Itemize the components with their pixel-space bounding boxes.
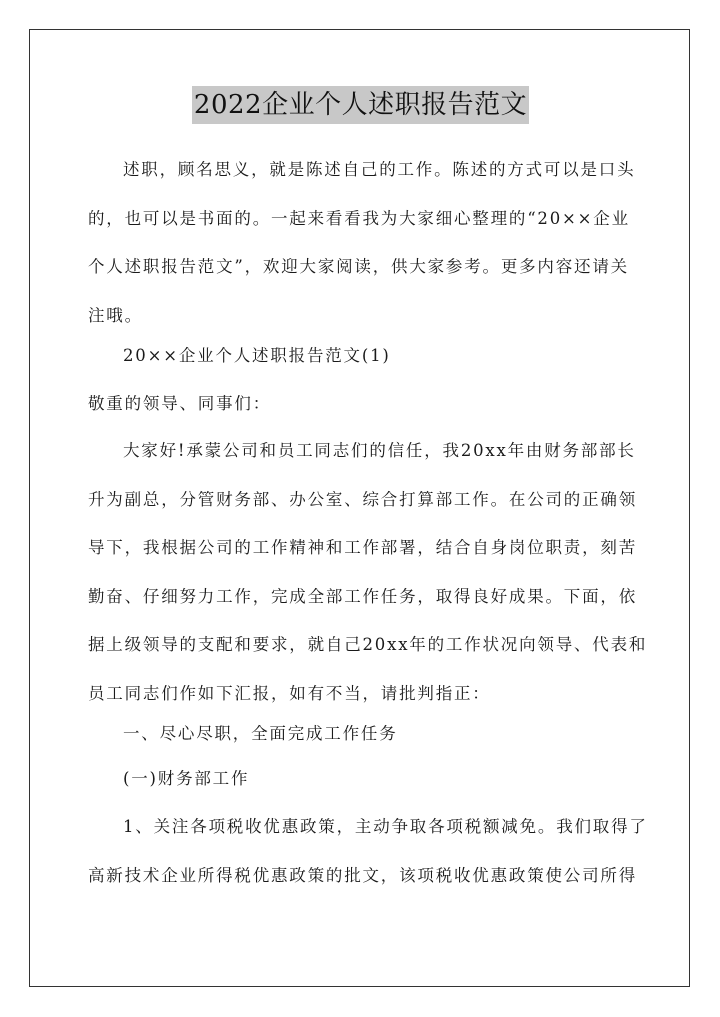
intro-line: 述职，顾名思义，就是陈述自己的工作。陈述的方式可以是口头 <box>123 160 636 179</box>
heading-level-2 <box>88 755 633 804</box>
body-line: 大家好!承蒙公司和员工同志们的信任，我20xx年由财务部部长 <box>123 441 636 460</box>
salutation-text: 敬重的领导、同事们： <box>88 394 271 413</box>
salutation <box>88 380 633 429</box>
intro-line: 注哦。 <box>88 305 143 325</box>
body-line: 员工同志们作如下汇报，如有不当，请批判指正： <box>88 683 491 703</box>
body-paragraph <box>88 427 648 718</box>
intro-paragraph <box>88 146 636 340</box>
item-line: 高新技术企业所得税优惠政策的批文，该项税收优惠政策使公司所得 <box>88 865 637 885</box>
body-line: 勤奋、仔细努力工作，完成全部工作任务，取得良好成果。下面，依 <box>88 586 637 606</box>
heading-level-1-text: 一、尽心尽职，全面完成工作任务 <box>123 724 398 743</box>
section-heading-text: 20××企业个人述职报告范文(1) <box>123 346 391 365</box>
item-paragraph <box>88 803 648 900</box>
section-heading <box>88 332 633 381</box>
body-line: 升为副总，分管财务部、办公室、综合打算部工作。在公司的正确领 <box>88 489 637 509</box>
document-title: 2022企业个人述职报告范文 <box>192 86 529 124</box>
heading-level-1 <box>88 710 633 759</box>
item-line: 1、关注各项税收优惠政策，主动争取各项税额减免。我们取得了 <box>123 817 648 836</box>
body-line: 据上级领导的支配和要求，就自己20xx年的工作状况向领导、代表和 <box>88 635 648 654</box>
intro-line: 的，也可以是书面的。一起来看看我为大家细心整理的“20××企业 <box>88 208 630 228</box>
intro-line: 个人述职报告范文”，欢迎大家阅读，供大家参考。更多内容还请关 <box>88 257 629 276</box>
body-line: 导下，我根据公司的工作精神和工作部署，结合自身岗位职责，刻苦 <box>88 538 637 557</box>
heading-level-2-text: (一)财务部工作 <box>123 769 250 788</box>
title-container <box>88 86 633 124</box>
